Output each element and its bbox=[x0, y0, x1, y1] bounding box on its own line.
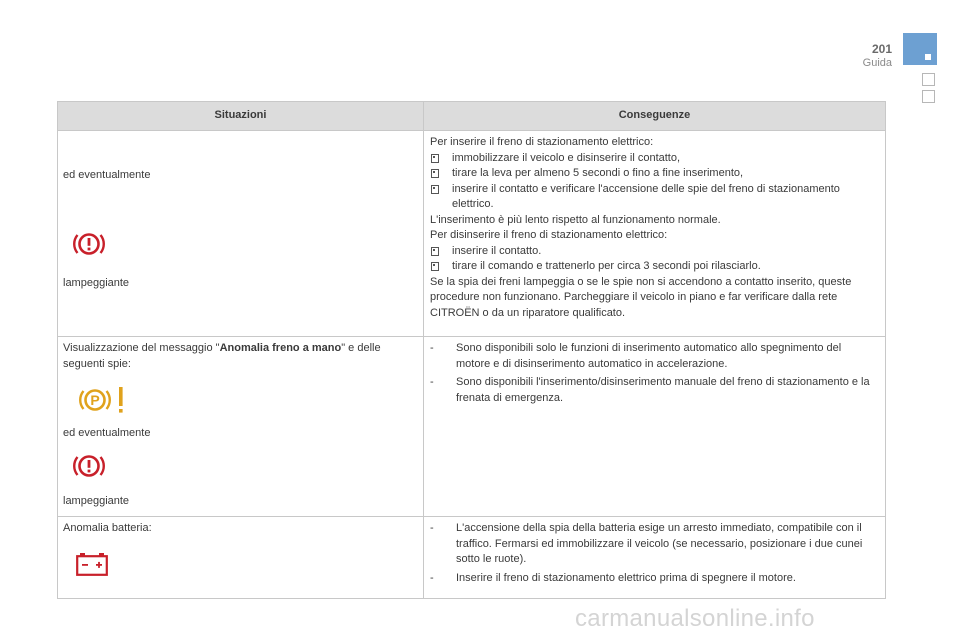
situation-cell bbox=[58, 131, 424, 337]
list-item bbox=[430, 244, 877, 260]
list-item-text: inserire il contatto e verificare l'accensione delle spie del freno di stazionamento elettrico. bbox=[452, 182, 840, 210]
situation-text: Anomalia batteria: bbox=[63, 522, 152, 534]
svg-text:P: P bbox=[90, 392, 100, 408]
table-row bbox=[58, 517, 886, 599]
section-tab[interactable] bbox=[903, 33, 937, 65]
situation-text: ed eventualmente bbox=[63, 427, 151, 439]
message-name: Anomalia freno a mano bbox=[219, 342, 342, 354]
fuel-bullet-icon bbox=[430, 259, 444, 277]
tab-box-empty[interactable] bbox=[922, 90, 935, 103]
list-item-text: Sono disponibili solo le funzioni di inserimento automatico allo spegnimento del motore e di disinserimento automatico in accelerazione. bbox=[456, 342, 842, 370]
tab-box-empty[interactable] bbox=[922, 73, 935, 86]
list-item-text: tirare il comando e trattenerlo per circa 3 secondi poi rilasciarlo. bbox=[452, 260, 761, 272]
battery-icon bbox=[76, 553, 108, 577]
list-item bbox=[430, 151, 877, 167]
list-item-text: immobilizzare il veicolo e disinserire il contatto, bbox=[452, 151, 681, 164]
watermark: carmanualsonline.info bbox=[575, 605, 815, 632]
situation-text: ed eventualmente bbox=[63, 169, 151, 181]
situation-cell bbox=[58, 337, 424, 517]
situation-cell bbox=[58, 517, 424, 599]
header-conseguenze: Conseguenze bbox=[424, 102, 886, 131]
brake-warning-icon bbox=[72, 451, 106, 481]
consequence-cell bbox=[424, 337, 886, 517]
dash-bullet: - bbox=[430, 376, 434, 388]
dash-bullet: - bbox=[430, 571, 434, 584]
tab-marker bbox=[925, 54, 931, 60]
list-item-text: tirare la leva per almeno 5 secondi o fino a fine inserimento, bbox=[452, 167, 744, 179]
situation-text: Visualizzazione del messaggio "Anomalia freno a mano" e delle seguenti spie: bbox=[63, 342, 381, 370]
dash-bullet: - bbox=[430, 522, 434, 534]
consequence-cell bbox=[424, 517, 886, 599]
list-item-text: inserire il contatto. bbox=[452, 244, 542, 257]
paragraph: Per disinserire il freno di stazionamento elettrico: bbox=[430, 229, 668, 241]
list-item-text: Inserire il freno di stazionamento elettrico prima di spegnere il motore. bbox=[456, 571, 796, 584]
list-item bbox=[430, 375, 877, 406]
paragraph: Se la spia dei freni lampeggia o se le spie non si accendono a contatto inserito, queste procedure non funzionano. Parcheggiare il veicolo in piano e far verificare dalla rete CITROËN o da un riparatore qualificato. bbox=[430, 275, 852, 319]
situation-text: lampeggiante bbox=[63, 277, 130, 289]
dash-bullet: - bbox=[430, 342, 434, 354]
list-item-text: Sono disponibili l'inserimento/disinserimento manuale del freno di stazionamento e la frenata di emergenza. bbox=[456, 376, 870, 404]
section-name: Guida bbox=[862, 57, 892, 69]
paragraph: Per inserire il freno di stazionamento elettrico: bbox=[430, 136, 654, 148]
consequence-cell bbox=[424, 131, 886, 337]
paragraph: L'inserimento è più lento rispetto al funzionamento normale. bbox=[430, 213, 721, 226]
list-item bbox=[430, 182, 877, 213]
list-item bbox=[430, 521, 877, 568]
header-situazioni: Situazioni bbox=[58, 102, 424, 131]
table-row bbox=[58, 131, 886, 337]
situations-table bbox=[57, 101, 886, 599]
list-item bbox=[430, 341, 877, 372]
brake-warning-icon bbox=[72, 229, 106, 259]
list-item bbox=[430, 166, 877, 182]
situation-text: lampeggiante bbox=[63, 495, 130, 507]
fuel-bullet-icon bbox=[430, 182, 444, 200]
parking-brake-fault-icon bbox=[78, 385, 132, 415]
table-row bbox=[58, 337, 886, 517]
page-number: 201 bbox=[871, 42, 892, 56]
list-item bbox=[430, 571, 877, 587]
list-item-text: L'accensione della spia della batteria esige un arresto immediato, compatibile con il traffico. Fermarsi ed immobilizzare il veicolo (se necessario, posizionare i due cunei sotto le ruote). bbox=[456, 522, 863, 565]
list-item bbox=[430, 259, 877, 275]
